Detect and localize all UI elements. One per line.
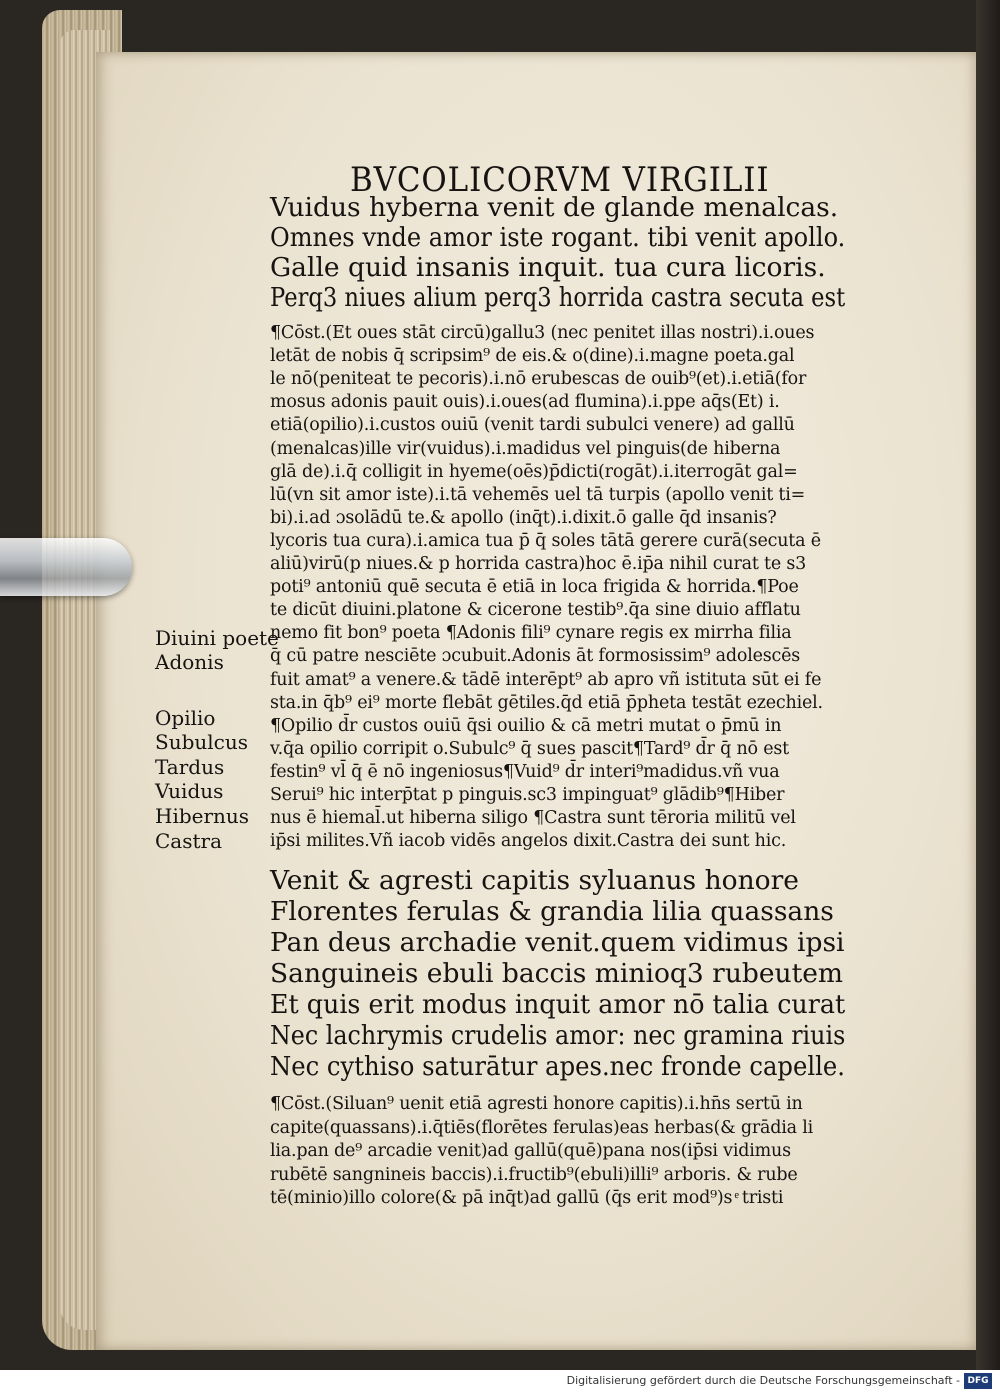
glass-page-weight [0,538,132,596]
commentary-line: rubētē sangnineis baccis).i.fructib⁹(ebuli)illi⁹ arboris. & rube [270,1164,798,1185]
margin-note: Subulcus [155,730,249,754]
verse-line: Pan deus archadie venit.quem vidimus ipsi [270,927,845,958]
verse-line: Venit & agresti capitis syluanus honore [270,865,799,896]
commentary-line: lia.pan de⁹ arcadie venit)ad gallū(quē)pana nos(ip̄si vidimus [270,1141,791,1161]
commentary-line: te dicūt diuini.platone & cicerone testib⁹.q̄a sine diuio afflatu [270,600,801,621]
margin-note: Opilio [155,706,216,730]
commentary-line: poti⁹ antoniū quē secuta ē etiā in loca frigida & horrida.¶Poe [270,577,799,598]
commentary-line: aliū)virū(p niues.& p horrida castra)hoc ē.ip̄a nihil curat te s3 [270,554,807,574]
verse-line: Galle quid insanis inquit. tua cura licoris. [270,252,826,283]
commentary-line: mosus adonis pauit ouis).i.oues(ad flumina).i.ppe aq̄s(Et) i. [270,392,780,413]
commentary-line: glā de).i.q̄ colligit in hyeme(oēs)p̄dicti(rogāt).i.iterrogāt gal= [270,461,798,482]
verse-line: Perq3 niues alium perq3 horrida castra secuta est [270,282,846,313]
commentary-line: capite(quassans).i.q̄tiēs(florētes ferulas)eas herbas(& grādia li [270,1117,814,1138]
commentary-line: ¶Cōst.(Siluan⁹ uenit etiā agresti honore capitis).i.hn̄s sertū in [270,1094,803,1114]
verse-line: Sanguineis ebuli baccis minioq3 rubeutem [270,958,844,989]
margin-note: Castra [155,829,223,853]
footer-bar [0,1370,1000,1395]
commentary-line: nus ē hiemal̄.ut hiberna siligo ¶Castra sunt tēroria militū vel [270,808,796,829]
commentary-line: bi).i.ad ɔsolādū te.& apollo (inq̄t).i.dixit.ō galle q̄d insanis? [270,507,777,528]
margin-note: Tardus [155,755,225,779]
commentary-line: ¶Opilio d̄r custos ouiū q̄si ouilio & cā metri mutat o p̄mū in [270,715,782,736]
margin-note: Diuini poete [155,626,279,650]
commentary-line: festin⁹ vl̄ q̄ ē nō ingeniosus¶Vuid⁹ d̄r interi⁹madidus.vñ vua [270,761,780,782]
commentary-line: nemo fit bon⁹ poeta ¶Adonis fili⁹ cynare regis ex mirrha filia [270,623,792,644]
commentary-line: ip̄si milites.Vñ iacob vidēs angelos dixit.Castra dei sunt hic. [270,831,787,852]
commentary-line: q̄ cū patre nesciēte ɔcubuit.Adonis āt formosissim⁹ adolescēs [270,646,801,667]
verse-line: Florentes ferulas & grandia lilia quassans [270,896,834,927]
dark-background-strip [976,0,1000,1370]
margin-note: Hibernus [155,804,250,828]
commentary-line: letāt de nobis q̄ scripsim⁹ de eis.& o(dine).i.magne poeta.gal [270,346,795,367]
commentary-line: le nō(peniteat te pecoris).i.nō erubescas de ouib⁹(et).i.etiā(for [270,369,807,390]
verse-line: Nec lachrymis crudelis amor: nec gramina riuis [270,1020,846,1051]
commentary-line: tē(minio)illo colore(& pā inq̄t)ad gallū (q̄s erit mod⁹)s ͤ tristi [270,1188,784,1208]
commentary-line: etiā(opilio).i.custos ouiū (venit tardi subulci venere) ad gallū [270,415,795,436]
commentary-line: sta.in q̄b⁹ ei⁹ morte flebāt gētiles.q̄d etiā p̄pheta testāt ezechiel. [270,692,823,713]
commentary-line: Serui⁹ hic interp̄tat p pinguis.sc3 impinguat⁹ glādib⁹¶Hiber [270,785,785,805]
margin-note: Adonis [155,650,224,674]
verse-line: Vuidus hyberna venit de glande menalcas. [270,192,839,223]
commentary-line: (menalcas)ille vir(vuidus).i.madidus vel pinguis(de hiberna [270,438,781,459]
commentary-line: lycoris tua cura).i.amica tua p̄ q̄ soles tātā gerere curā(secuta ē [270,530,821,551]
commentary-line: v.q̄a opilio corripit o.Subulc⁹ q̄ sues pascit¶Tard⁹ d̄r q̄ nō est [270,738,789,759]
verse-line: Nec cythiso saturātur apes.nec fronde capelle. [270,1051,845,1082]
dfg-logo: DFG [964,1373,992,1389]
verse-line: Et quis erit modus inquit amor nō talia curat [270,989,846,1020]
margin-note: Vuidus [155,779,224,803]
verse-line: Omnes vnde amor iste rogant. tibi venit apollo. [270,222,846,253]
digitization-credit: Digitalisierung gefördert durch die Deutsche Forschungsgemeinschaft - [566,1374,960,1387]
commentary-line: ¶Cōst.(Et oues stāt circū)gallu3 (nec penitet illas nostri).i.oues [270,323,815,343]
page-heading: BVCOLICORVM VIRGILII [350,160,770,200]
commentary-line: fuit amat⁹ a venere.& tādē interēpt⁹ ab apro vñ istituta sūt ei fe [270,669,822,690]
commentary-line: lū(vn sit amor iste).i.tā vehemēs uel tā turpis (apollo venit ti= [270,484,806,505]
